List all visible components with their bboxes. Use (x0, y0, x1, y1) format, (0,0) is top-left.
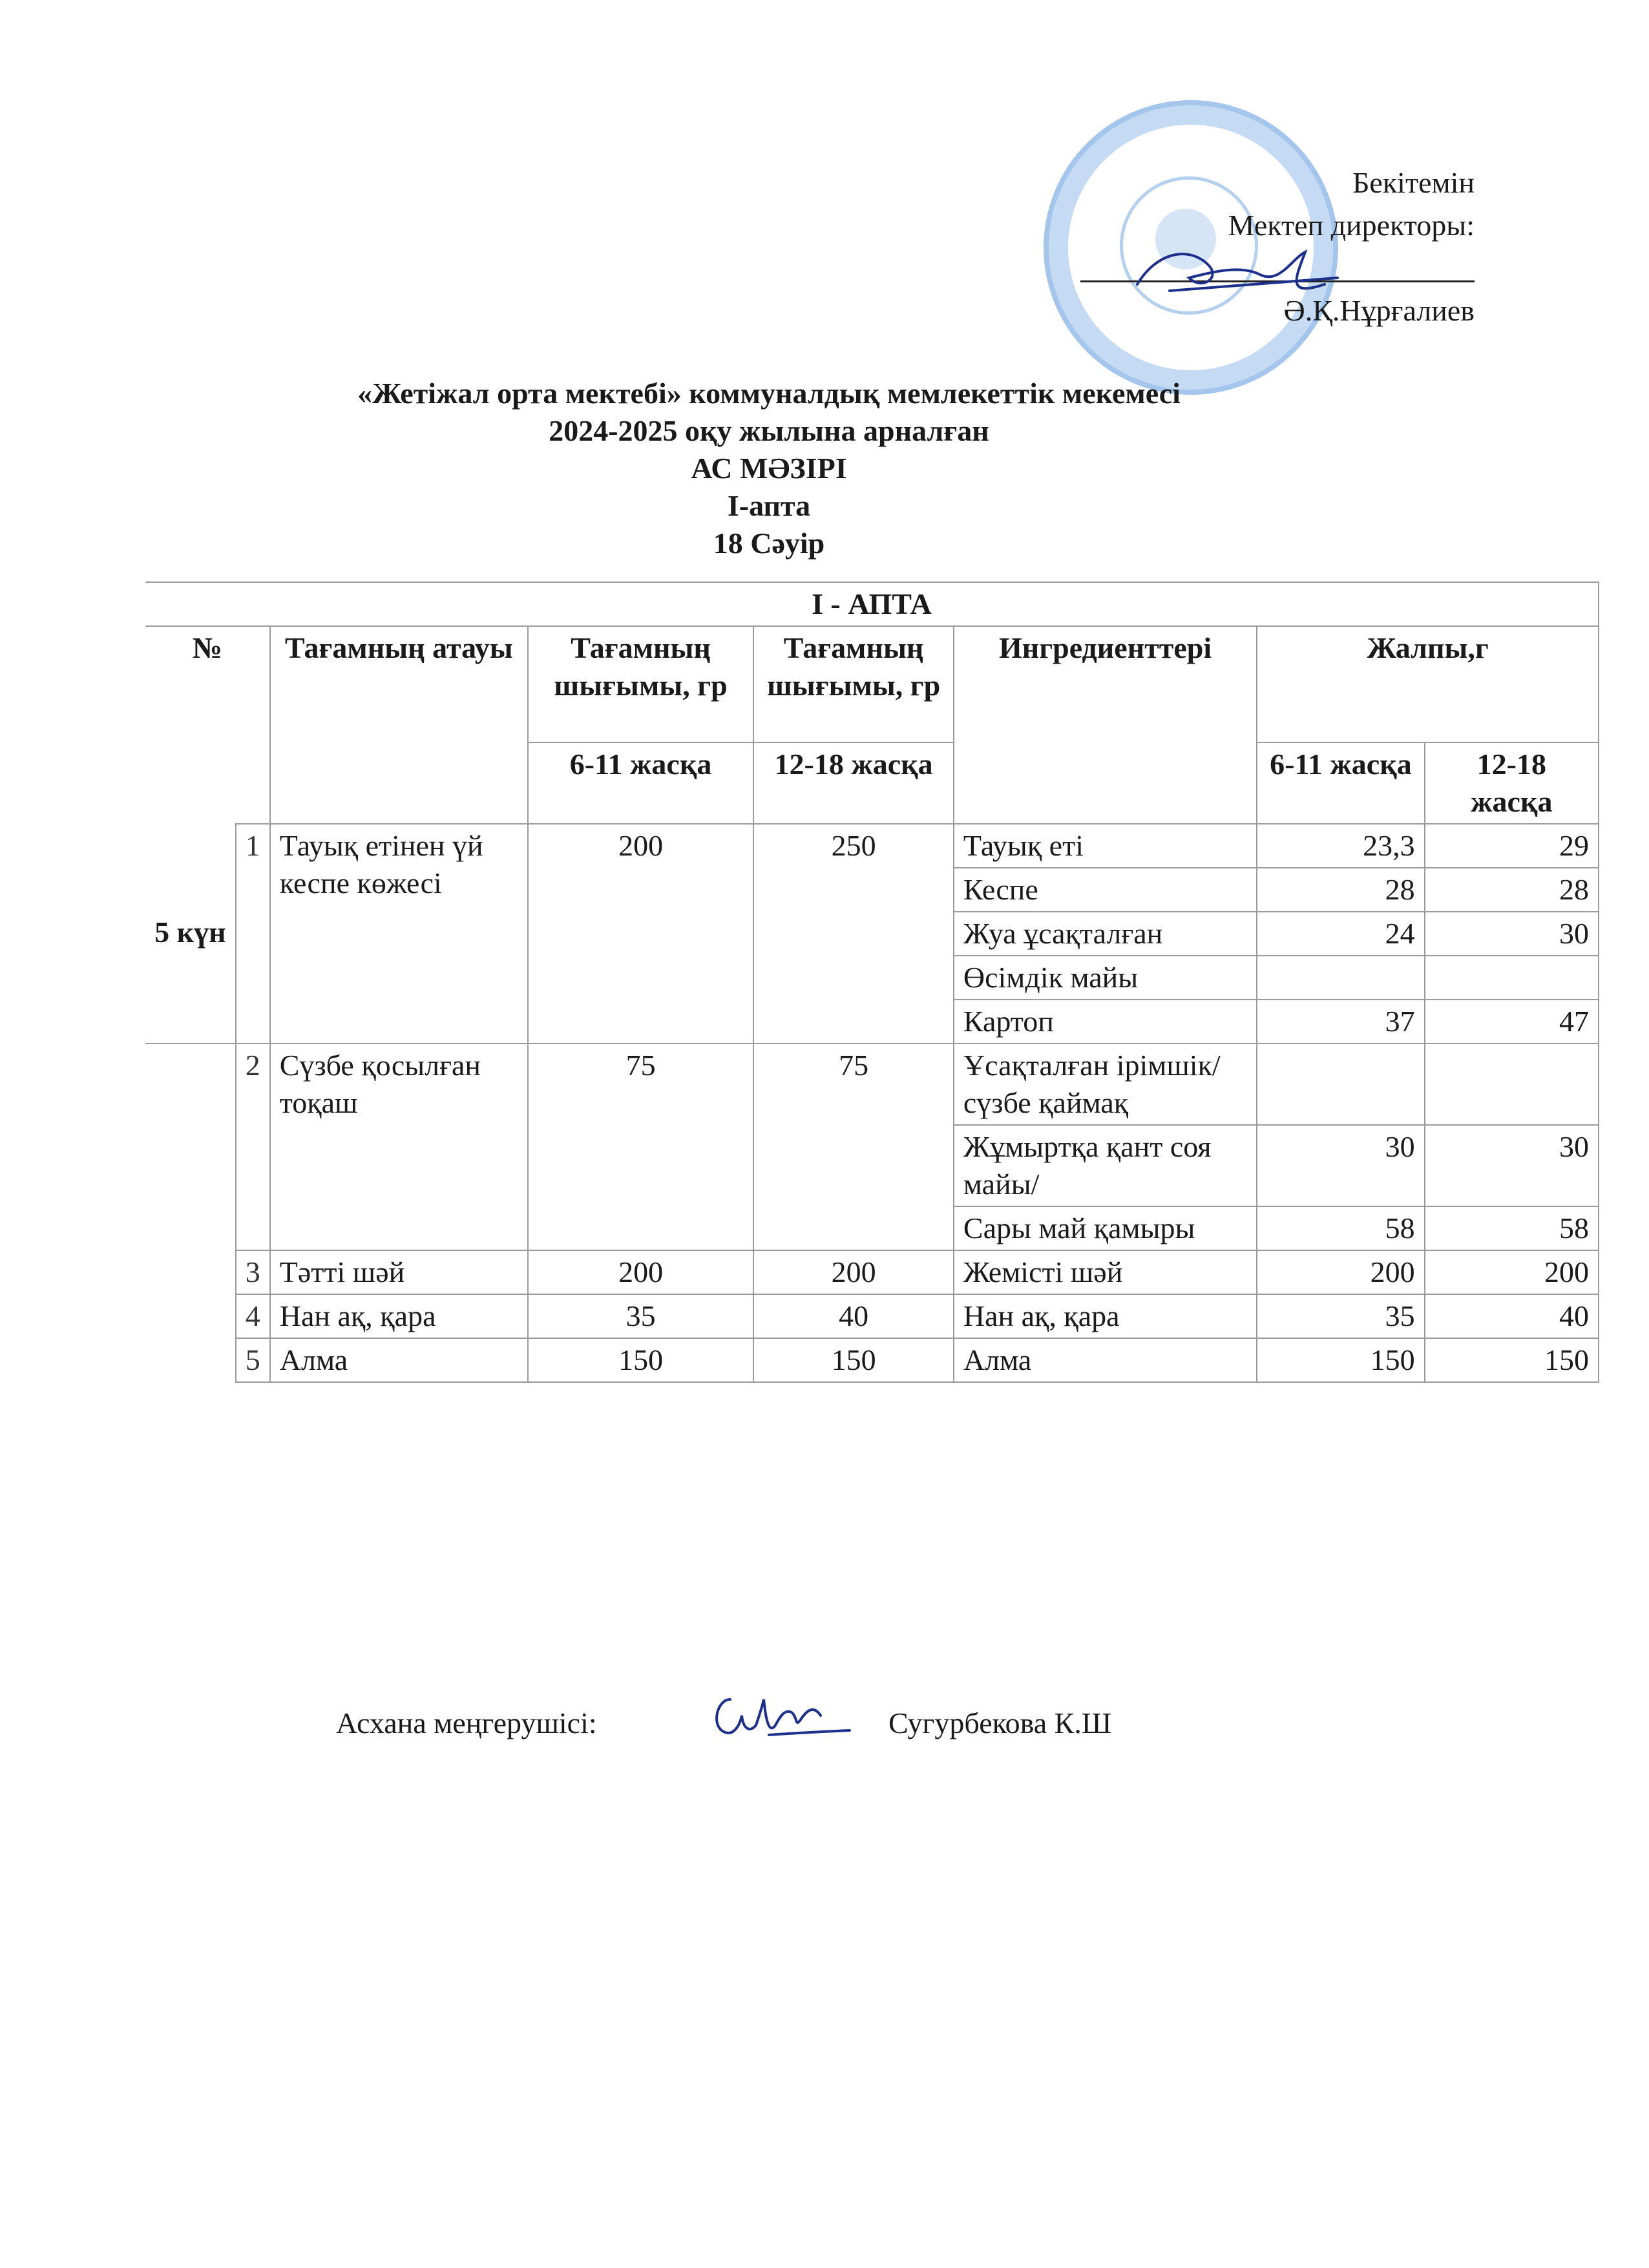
yield-12-18: 200 (753, 1250, 954, 1294)
row-number: 4 (236, 1294, 270, 1338)
ingredient-name: Кеспе (954, 868, 1257, 912)
yield-12-18: 75 (753, 1044, 954, 1250)
dish-name: Алма (270, 1338, 528, 1382)
ingredient-amount-6-11: 28 (1257, 868, 1424, 912)
header-age-6-11: 6-11 жасқа (528, 742, 753, 824)
ingredient-amount-6-11 (1257, 956, 1424, 1000)
week-label: І-апта (727, 489, 811, 522)
ingredient-amount-12-18: 40 (1425, 1294, 1599, 1338)
header-total-age-6-11: 6-11 жасқа (1257, 742, 1424, 824)
ingredient-name: Жұмыртқа қант соя майы/ (954, 1125, 1257, 1206)
table-row (145, 824, 1599, 868)
ingredient-name: Нан ақ, қара (954, 1294, 1257, 1338)
yield-6-11: 200 (528, 1250, 753, 1294)
row-number: 2 (236, 1044, 270, 1250)
dish-name: Тауық етінен үй кеспе көжесі (270, 824, 528, 1044)
table-title: І - АПТА (145, 582, 1599, 626)
ingredient-name: Сары май қамыры (954, 1206, 1257, 1250)
yield-6-11: 200 (528, 824, 753, 1044)
academic-year: 2024-2025 оқу жылына арналған (549, 414, 989, 447)
ingredient-name: Жуа ұсақталған (954, 912, 1257, 956)
header-ingredients: Ингредиенттері (954, 626, 1257, 824)
yield-6-11: 35 (528, 1294, 753, 1338)
menu-title: АС МӘЗІРІ (691, 452, 847, 485)
row-number: 1 (236, 824, 270, 1044)
director-name: Ә.Қ.Нұрғалиев (1283, 294, 1475, 327)
ingredient-amount-6-11: 58 (1257, 1206, 1424, 1250)
ingredient-amount-6-11: 30 (1257, 1125, 1424, 1206)
ingredient-amount-12-18: 47 (1425, 1000, 1599, 1044)
document-heading (213, 375, 1325, 562)
director-signature (1131, 239, 1344, 310)
table-row (145, 1294, 1599, 1338)
dish-name: Сүзбе қосылған тоқаш (270, 1044, 528, 1250)
header-num: № (145, 626, 270, 824)
header-yield-1: Тағамның шығымы, гр (528, 626, 753, 742)
ingredient-name: Алма (954, 1338, 1257, 1382)
approval-title: Бекітемін (1352, 166, 1475, 199)
ingredient-amount-12-18: 28 (1425, 868, 1599, 912)
ingredient-amount-12-18: 200 (1425, 1250, 1599, 1294)
yield-12-18: 40 (753, 1294, 954, 1338)
institution-name: «Жетіжал орта мектебі» коммуналдық мемлекеттік мекемесі (357, 377, 1181, 410)
ingredient-amount-6-11: 200 (1257, 1250, 1424, 1294)
table-row (145, 1044, 1599, 1125)
canteen-head-name: Сугурбекова К.Ш (888, 1706, 1112, 1739)
dish-name: Нан ақ, қара (270, 1294, 528, 1338)
yield-12-18: 150 (753, 1338, 954, 1382)
ingredient-amount-12-18: 30 (1425, 1125, 1599, 1206)
yield-12-18: 250 (753, 824, 954, 1044)
header-total: Жалпы,г (1257, 626, 1599, 742)
yield-6-11: 150 (528, 1338, 753, 1382)
date-label: 18 Сәуір (713, 527, 825, 560)
header-yield-2: Тағамның шығымы, гр (753, 626, 954, 742)
day-blank-cell (145, 1250, 236, 1294)
ingredient-name: Картоп (954, 1000, 1257, 1044)
ingredient-name: Өсімдік майы (954, 956, 1257, 1000)
day-blank-cell (145, 1294, 236, 1338)
row-number: 3 (236, 1250, 270, 1294)
ingredient-amount-12-18: 29 (1425, 824, 1599, 868)
header-total-age-12-18: 12-18 жасқа (1425, 742, 1599, 824)
table-row (145, 1250, 1599, 1294)
ingredient-amount-6-11: 24 (1257, 912, 1424, 956)
ingredient-amount-6-11: 37 (1257, 1000, 1424, 1044)
ingredient-name: Тауық еті (954, 824, 1257, 868)
canteen-head-signature (704, 1680, 853, 1751)
ingredient-amount-12-18: 150 (1425, 1338, 1599, 1382)
menu-table (145, 582, 1599, 1383)
ingredient-amount-6-11 (1257, 1044, 1424, 1125)
approval-position: Мектеп директоры: (1228, 209, 1475, 242)
canteen-head-label: Асхана меңгерушісі: (336, 1706, 597, 1739)
day-blank-cell (145, 1338, 236, 1382)
day-label (145, 824, 236, 1044)
header-row (145, 626, 1599, 742)
ingredient-amount-12-18 (1425, 956, 1599, 1000)
day-blank-cell (145, 1044, 236, 1250)
table-row (145, 1338, 1599, 1382)
ingredient-amount-6-11: 23,3 (1257, 824, 1424, 868)
ingredient-name: Ұсақталған ірімшік/сүзбе қаймақ (954, 1044, 1257, 1125)
ingredient-name: Жемісті шәй (954, 1250, 1257, 1294)
ingredient-amount-12-18: 30 (1425, 912, 1599, 956)
ingredient-amount-6-11: 35 (1257, 1294, 1424, 1338)
header-age-12-18: 12-18 жасқа (753, 742, 954, 824)
dish-name: Тәтті шәй (270, 1250, 528, 1294)
ingredient-amount-6-11: 150 (1257, 1338, 1424, 1382)
header-dish-name: Тағамның атауы (270, 626, 528, 824)
ingredient-amount-12-18 (1425, 1044, 1599, 1125)
day-label-text: 5 күн (154, 915, 226, 949)
ingredient-amount-12-18: 58 (1425, 1206, 1599, 1250)
yield-6-11: 75 (528, 1044, 753, 1250)
row-number: 5 (236, 1338, 270, 1382)
